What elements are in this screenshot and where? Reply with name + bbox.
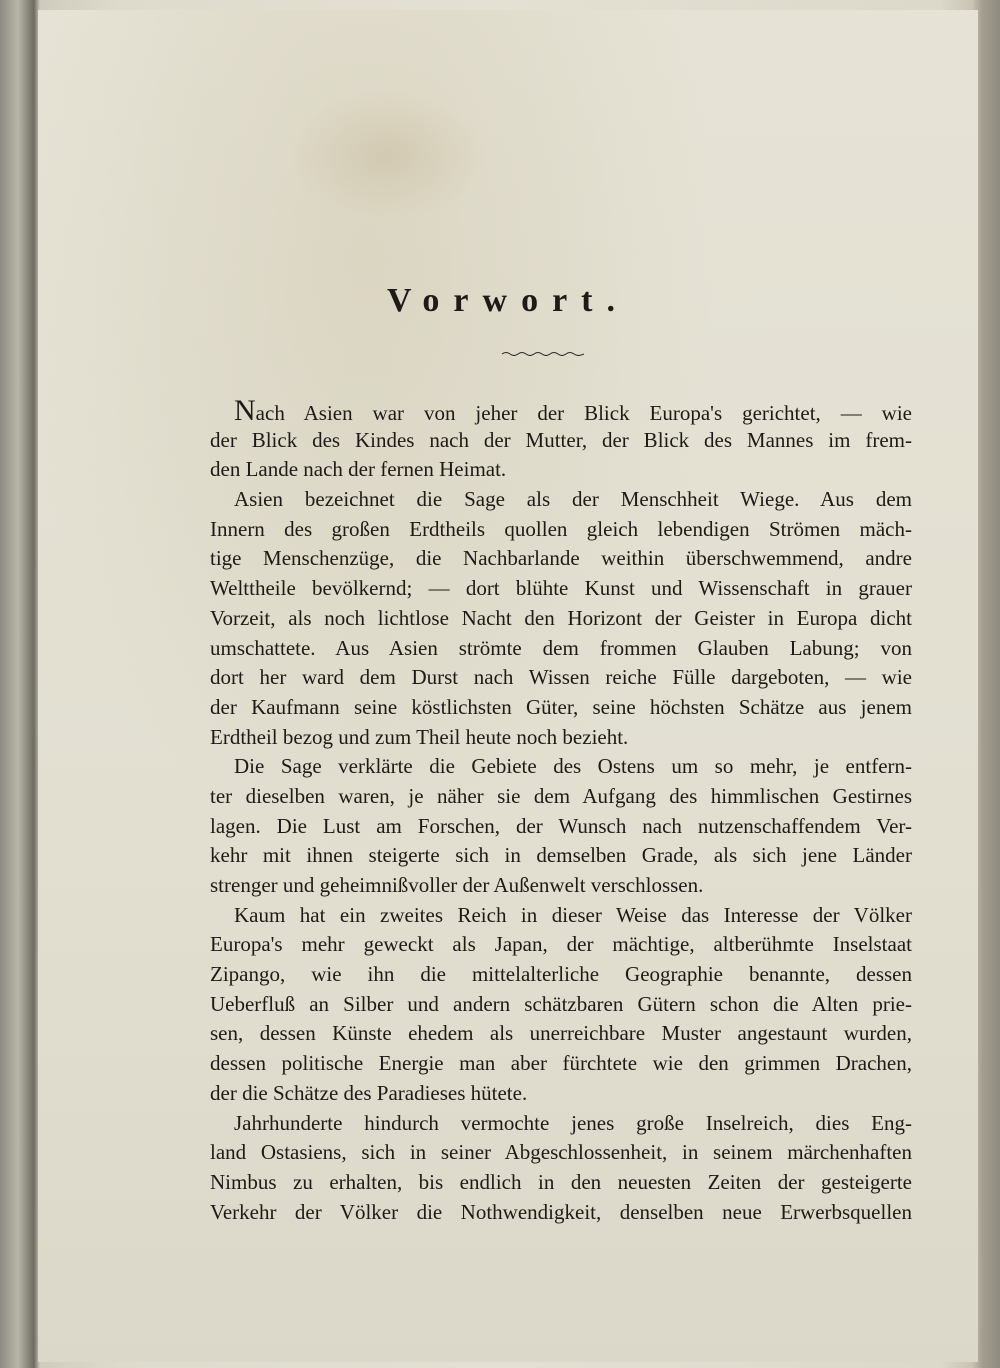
text-line: tige Menschenzüge, die Nachbarlande weithin überschwemmend, andre	[210, 546, 912, 571]
text-line: Die Sage verklärte die Gebiete des Ostens um so mehr, je entfern-	[234, 754, 912, 779]
page-title: Vorwort.	[387, 282, 629, 319]
text-line: Europa's mehr geweckt als Japan, der mächtige, altberühmte Inselstaat	[210, 932, 912, 957]
text-line: Zipango, wie ihn die mittelalterliche Geographie benannte, dessen	[210, 962, 912, 987]
text-line: der Blick des Kindes nach der Mutter, der Blick des Mannes im frem-	[210, 427, 912, 452]
text-line: Jahrhunderte hindurch vermochte jenes große Inselreich, dies Eng-	[234, 1110, 912, 1135]
text-line: Vorzeit, als noch lichtlose Nacht den Horizont der Geister in Europa dicht	[210, 605, 912, 630]
text-line: den Lande nach der fernen Heimat.	[210, 457, 507, 482]
text-line: Erdtheil bezog und zum Theil heute noch bezieht.	[210, 724, 629, 749]
text-line: Innern des großen Erdtheils quollen gleich lebendigen Strömen mäch-	[210, 516, 912, 541]
text-line: land Ostasiens, sich in seiner Abgeschlossenheit, in seinem märchenhaften	[210, 1140, 912, 1165]
text-line: Nimbus zu erhalten, bis endlich in den neuesten Zeiten der gesteigerte	[210, 1169, 912, 1194]
text-line: der Kaufmann seine köstlichsten Güter, seine höchsten Schätze aus jenem	[210, 694, 912, 719]
text-line: sen, dessen Künste ehedem als unerreichbare Muster angestaunt wurden,	[210, 1021, 912, 1046]
text-line: dessen politische Energie man aber fürchtete wie den grimmen Drachen,	[210, 1051, 912, 1076]
body-text	[210, 396, 912, 1227]
paper-stain	[288, 90, 488, 220]
text-line: strenger und geheimnißvoller der Außenwelt verschlossen.	[210, 873, 704, 897]
text-line: kehr mit ihnen steigerte sich in demselben Grade, als sich jene Länder	[210, 843, 912, 868]
ornamental-rule	[502, 351, 584, 356]
text-line: Asien bezeichnet die Sage als der Menschheit Wiege. Aus dem	[234, 487, 912, 512]
text-line: dort her ward dem Durst nach Wissen reiche Fülle dargeboten, — wie	[210, 665, 912, 690]
text-line: lagen. Die Lust am Forschen, der Wunsch nach nutzenschaffendem Ver-	[210, 813, 912, 838]
text-line: Verkehr der Völker die Nothwendigkeit, denselben neue Erwerbsquellen	[210, 1199, 912, 1224]
text-line: umschattete. Aus Asien strömte dem frommen Glauben Labung; von	[210, 635, 912, 660]
text-line: Kaum hat ein zweites Reich in dieser Weise das Interesse der Völker	[234, 902, 912, 927]
text-line: Welttheile bevölkernd; — dort blühte Kunst und Wissenschaft in grauer	[210, 576, 912, 601]
book-page	[38, 10, 978, 1362]
text-line: Ueberfluß an Silber und andern schätzbaren Gütern schon die Alten prie-	[210, 991, 912, 1016]
text-line: der die Schätze des Paradieses hütete.	[210, 1080, 528, 1105]
text-line: ter dieselben waren, je näher sie dem Aufgang des himmlischen Gestirnes	[210, 783, 912, 808]
text-line: Nach Asien war von jeher der Blick Europa's gerichtet, — wie	[234, 394, 912, 427]
